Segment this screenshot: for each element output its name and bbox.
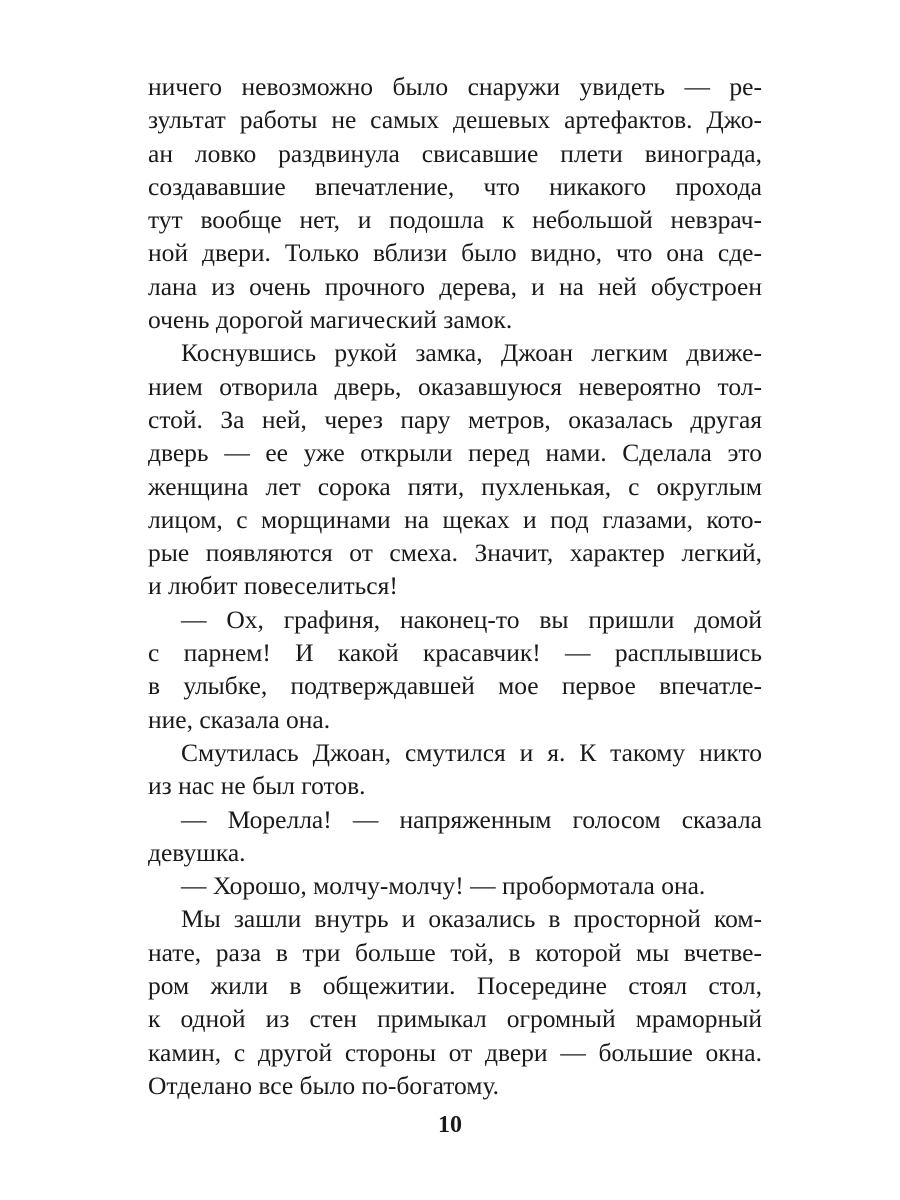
text-line: Смутилась Джоан, смутился и я. К такому никто	[181, 737, 762, 767]
text-line: стой. За ней, через пару метров, оказалась другая	[148, 404, 762, 434]
text-line: девушка.	[148, 837, 246, 867]
text-line: к одной из стен примыкал огромный мраморный	[148, 1004, 762, 1034]
text-line: ничего невозможно было снаружи увидеть — ре-	[148, 72, 762, 101]
text-line: в улыбке, подтверждавшей мое первое впечатле-	[148, 671, 762, 701]
text-line: ром жили в общежитии. Посередине стоял стол,	[148, 971, 762, 1001]
text-line: — Хорошо, молчу-молчу! — пробормотала она.	[181, 871, 706, 901]
text-line: нате, раза в три больше той, в которой мы вчетве-	[148, 937, 762, 967]
page-body-text	[148, 70, 762, 1102]
text-line: камин, с другой стороны от двери — большие окна.	[148, 1037, 762, 1067]
text-line: Мы зашли внутрь и оказались в просторной ком-	[181, 904, 762, 934]
text-line: Отделано все было по-богатому.	[148, 1070, 500, 1100]
text-line: лицом, с морщинами на щеках и под глазами, кото-	[148, 504, 762, 534]
text-line: из нас не был готов.	[148, 771, 366, 801]
text-line: женщина лет сорока пяти, пухленькая, с округлым	[148, 471, 762, 501]
text-line: — Ох, графиня, наконец-то вы пришли домой	[181, 604, 762, 634]
text-line: лана из очень прочного дерева, и на ней обустроен	[148, 271, 762, 301]
text-line: очень дорогой магический замок.	[148, 305, 513, 335]
text-line: ан ловко раздвинула свисавшие плети винограда,	[148, 138, 762, 168]
text-line: ние, сказала она.	[148, 704, 331, 734]
text-line: и любит повеселиться!	[148, 571, 398, 601]
text-line: нием отворила дверь, оказавшуюся невероятно тол-	[148, 371, 762, 401]
text-line: — Морелла! — напряженным голосом сказала	[181, 804, 762, 834]
text-line: зультат работы не самых дешевых артефактов. Джо-	[148, 105, 762, 135]
text-line: создававшие впечатление, что никакого прохода	[148, 171, 762, 201]
text-line: тут вообще нет, и подошла к небольшой невзрач-	[148, 205, 762, 235]
text-line: с парнем! И какой красавчик! — расплывшись	[148, 638, 762, 668]
text-line: рые появляются от смеха. Значит, характер легкий,	[148, 538, 762, 568]
text-line: дверь — ее уже открыли перед нами. Сделала это	[148, 438, 762, 468]
page-number: 10	[438, 1112, 462, 1138]
text-line: ной двери. Только вблизи было видно, что она сде-	[148, 238, 762, 268]
text-line: Коснувшись рукой замка, Джоан легким движе-	[181, 338, 762, 368]
